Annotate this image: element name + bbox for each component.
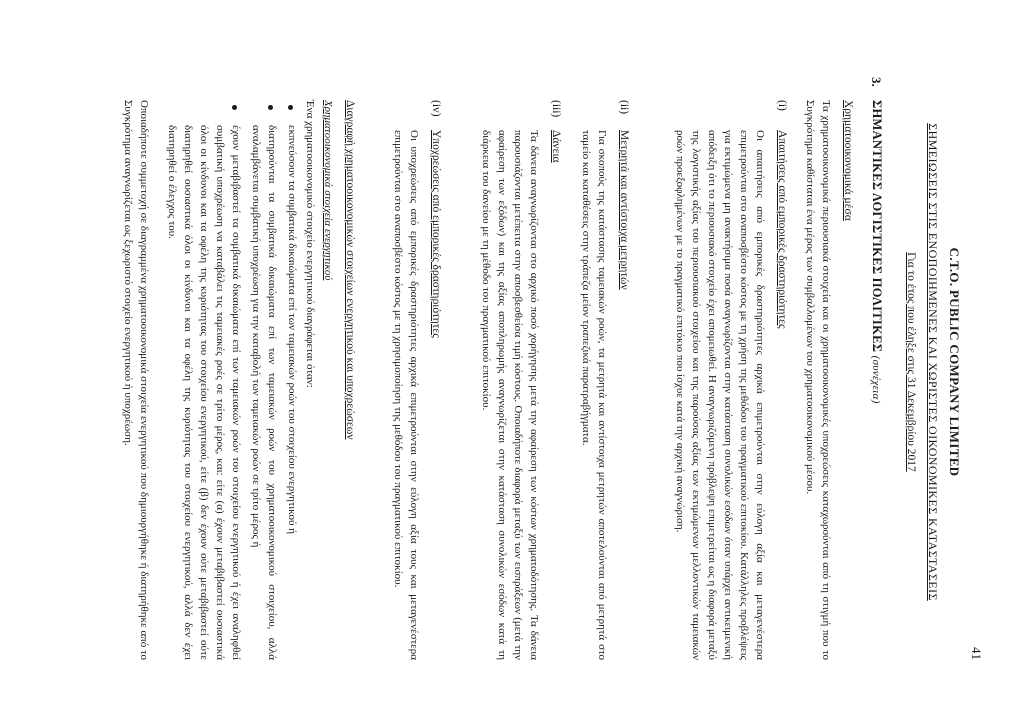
derecognition-closing: Οποιαδήποτε συμμετοχή σε διαγραμμένα χρηματοοικονομικά στοιχεία ενεργητικού που δημιουργήθηκε ή διατηρήθηκε από το Συγκρότημα αναγνωρίζεται ως ξεχωριστό στοιχείο ενεργητικού ή υποχρέωση.	[122, 100, 150, 660]
item-text-3: Τα δάνεια αναγνωρίζονται στο αρχικό ποσό χορήγησης μετά την αφαίρεση των κόστων χρηματοδότησης. Τα δάνεια παρουσιάζονται μετέπειτα στην αποσβεσθείσα τιμή κόστους. Οποιαδήποτε διαφορά μεταξύ των εισπράξεων (μετά την αφαίρεση των εξόδων) και της αξίας αποπληρωμής αναγνωρίζεται στην κατάσταση συνολικών εσόδων κατά τη διάρκεια του δανείου με τη μέθοδο του πραγματικού επιτοκίου.	[480, 130, 540, 660]
financial-instruments-intro: Τα χρηματοοικονομικά περιουσιακά στοιχεία και οι χρηματοοικονομικές υποχρεώσεις καταχωρούνται από τη στιγμή που το Συγκρότημα καθίσταται ένα μέρος των συμβαλλομένων του χρηματοοικονομικού μέσου.	[804, 100, 832, 660]
section-number: 3.	[869, 77, 884, 87]
document-title: ΣΗΜΕΙΩΣΕΙΣ ΣΤΙΣ ΕΝΟΠΟΙΗΜΕΝΕΣ ΚΑΙ ΧΩΡΙΣΤΕΣ ΟΙΚΟΝΟΜΙΚΕΣ ΚΑΤΑΣΤΑΣΕΙΣ	[926, 123, 940, 601]
item-text-1: Οι απαιτήσεις από εμπορικές δραστηριότητες αρχικά επιμετρούνται στην εύλογη αξία και μεταγενέστερα επιμετρούνται στο αναποσβέστο κόστος με τη χρήση της μεθόδου του πραγματικού επιτοκίου. Κατάλληλες προβλέψεις για εκτιμώμενα μη ανακτήσιμα ποσά αναγνωρίζονται στην κατάσταση συνολικών εσόδων όταν υπάρχει αντικειμενική απόδειξη ότι το περιουσιακό στοιχείο έχει απομειωθεί. Η αναγνωριζόμενη πρόβλεψη επιμετρείται ως η διαφορά μεταξύ της λογιστικής αξίας του περιουσιακού στοιχείου και της παρούσας αξίας των εκτιμώμενων μελλοντικών ταμειακών ροών προεξοφλημένων με το πραγματικό επιτόκιο που ίσχυε κατά την αρχική αναγνώριση.	[674, 130, 766, 660]
bullet-icon	[232, 105, 237, 110]
item-heading-4: Υποχρεώσεις από εμπορικές δραστηριότητες	[430, 130, 442, 338]
financial-instruments-heading: Χρηματοοικονομικά μέσα	[842, 100, 854, 221]
bullet-icon	[288, 105, 293, 110]
derecognition-bullet-3: έχουν μεταβιβαστεί τα συμβατικά δικαιώματα επί των ταμειακών ροών του στοιχείου ενεργητικού ή έχει αναληφθεί συμβατική υποχρέωση να καταβάλει τις ταμειακές ροές σε τρίτο μέρος, και: είτε (α) έχουν μεταβιβαστεί ουσιαστικά όλοι οι κίνδυνοι και τα οφέλη της κυριότητας του στοιχείου ενεργητικού, είτε (β) δεν έχουν ούτε μεταβιβαστεί ούτε διατηρηθεί ουσιαστικά όλοι οι κίνδυνοι και τα οφέλη της κυριότητας του στοιχείου ενεργητικού, αλλά δεν έχει διατηρηθεί ο έλεγχος του.	[166, 125, 242, 660]
bullet-icon	[268, 105, 273, 110]
item-heading-3: Δάνεια	[550, 130, 562, 163]
item-numeral-2: (ii)	[618, 100, 630, 115]
derecognition-bullet-2: διατηρούνται τα συμβατικά δικαιώματα επί των ταμειακών ροών του χρηματοοικονομικού στοιχείου, αλλά αναλαμβάνεται συμβατική υποχρέωση για την καταβολή των ταμειακών ροών σε τρίτο μέρος ή	[250, 125, 278, 660]
company-name: C.T.O. PUBLIC COMPANY LIMITED	[947, 247, 962, 477]
item-heading-1: Απαιτήσεις από εμπορικές δραστηριότητες	[776, 130, 788, 329]
item-text-2: Για σκοπούς της κατάστασης ταμειακών ροών, τα μετρητά και αντίστοιχα μετρητών αποτελούνται από μετρητά στο ταμείο και καταθέσεις στην τράπεζα μείον τραπεζικά παρατραβήγματα.	[580, 130, 608, 660]
derecognition-bullet-1: εκπνεύσουν τα συμβατικά δικαιώματα επί των ταμειακών ροών του στοιχείου ενεργητικού ή	[286, 125, 298, 534]
section-title-text: ΣΗΜΑΝΤΙΚΕΣ ΛΟΓΙΣΤΙΚΕΣ ΠΟΛΙΤΙΚΕΣ	[870, 100, 884, 353]
derecognition-intro: Ένα χρηματοοικονομικό στοιχείο ενεργητικού διαγράφεται όταν:	[304, 100, 316, 388]
derecognition-subheading: Χρηματοοικονομικά στοιχεία ενεργητικού	[322, 100, 334, 281]
reporting-period: Για το έτος που έληξε στις 31 Δεκεμβρίου 2017	[905, 252, 917, 472]
section-title	[869, 100, 884, 404]
item-heading-2: Μετρητά και αντίστοιχα μετρητών	[618, 130, 630, 290]
section-title-suffix: (συνέχεια)	[870, 355, 882, 404]
item-numeral-3: (iii)	[550, 100, 562, 118]
derecognition-heading: Διαγραφή χρηματοοικονομικών στοιχείων ενεργητικού και υποχρεώσεων	[344, 100, 356, 440]
item-text-4: Οι υποχρεώσεις από εμπορικές δραστηριότητες αρχικά επιμετρούνται στην εύλογη αξία τους και μεταγενέστερα επιμετρούνται στο αναποσβέστο κόστος με τη χρησιμοποίηση της μεθόδου του πραγματικού επιτοκίου.	[392, 130, 420, 660]
page-number: 41	[969, 647, 984, 660]
item-numeral-4: (iv)	[430, 100, 442, 117]
item-numeral-1: (i)	[776, 100, 788, 111]
